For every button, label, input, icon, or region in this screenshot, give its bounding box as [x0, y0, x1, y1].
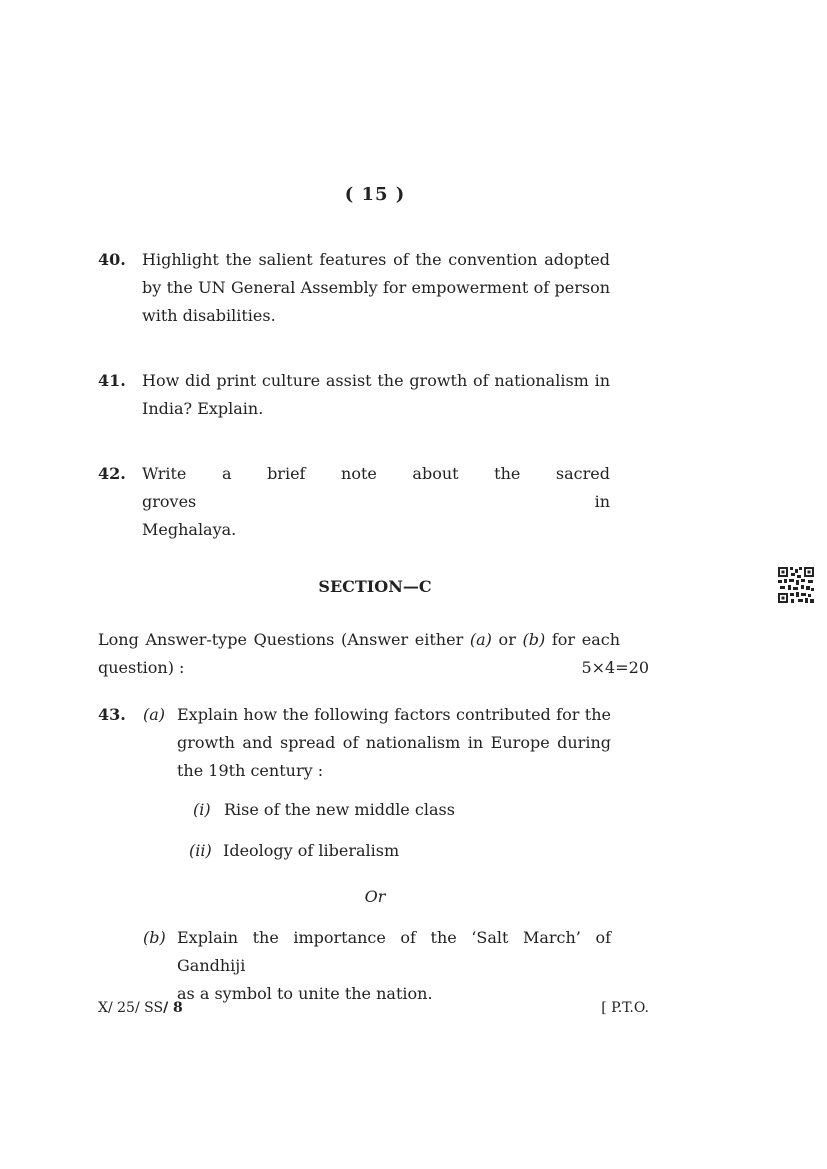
- question-40-line-1: Highlight the salient features of the convention adopted: [142, 250, 610, 269]
- question-41-line-2: India? Explain.: [142, 399, 264, 418]
- subitem-i-label: (i): [193, 800, 211, 819]
- question-42-line-1: Write a brief note about the sacred groves in: [142, 464, 610, 511]
- instruction-line-2: question) :: [98, 658, 185, 677]
- subitem-i-text: Rise of the new middle class: [224, 800, 455, 819]
- section-marks: 5×4=20: [581, 658, 649, 677]
- question-40-number: 40.: [98, 250, 126, 269]
- question-43-part-b-text: [177, 924, 611, 1008]
- question-42-number: 42.: [98, 464, 126, 483]
- question-43-number: 43.: [98, 705, 126, 724]
- question-43-part-a-text: [177, 701, 611, 785]
- instruction-suffix: for each: [545, 630, 620, 649]
- option-b-label: (b): [522, 630, 546, 649]
- or-word: or: [491, 630, 523, 649]
- question-43-part-a-label: (a): [143, 705, 166, 724]
- paper-code: [98, 1000, 183, 1016]
- please-turn-over: [ P.T.O.: [601, 1000, 649, 1016]
- question-42-text: [142, 460, 610, 544]
- paper-code-page: / 8: [163, 1000, 183, 1016]
- or-separator: Or: [364, 887, 386, 906]
- subitem-ii-text: Ideology of liberalism: [223, 841, 400, 860]
- question-43-a-line-1: Explain how the following factors contributed for the: [177, 705, 611, 724]
- question-41-text: [142, 367, 610, 423]
- question-43-a-line-2: growth and spread of nationalism in Europe during: [177, 733, 611, 752]
- question-40-line-3: with disabilities.: [142, 306, 276, 325]
- option-a-label: (a): [469, 630, 492, 649]
- question-41-number: 41.: [98, 371, 126, 390]
- question-40-text: [142, 246, 610, 330]
- question-41-line-1: How did print culture assist the growth of nationalism in: [142, 371, 610, 390]
- question-43-b-line-2: as a symbol to unite the nation.: [177, 984, 433, 1003]
- instruction-line-1: [98, 626, 620, 654]
- question-40-line-2: by the UN General Assembly for empowerment of person: [142, 278, 610, 297]
- paper-code-prefix: X/ 25/ SS: [98, 1000, 164, 1016]
- section-c-instructions: [98, 626, 620, 654]
- question-43-part-b-label: (b): [143, 928, 166, 947]
- question-42-line-2: Meghalaya.: [142, 520, 237, 539]
- section-c-heading: SECTION—C: [318, 577, 432, 596]
- instruction-prefix: Long Answer-type Questions (Answer either: [98, 630, 470, 649]
- question-43-b-line-1: Explain the importance of the ‘Salt March’ of Gandhiji: [177, 928, 611, 975]
- question-43-a-line-3: the 19th century :: [177, 761, 324, 780]
- page-number: ( 15 ): [344, 184, 406, 205]
- subitem-ii-label: (ii): [189, 841, 212, 860]
- qr-code-icon: [777, 566, 815, 604]
